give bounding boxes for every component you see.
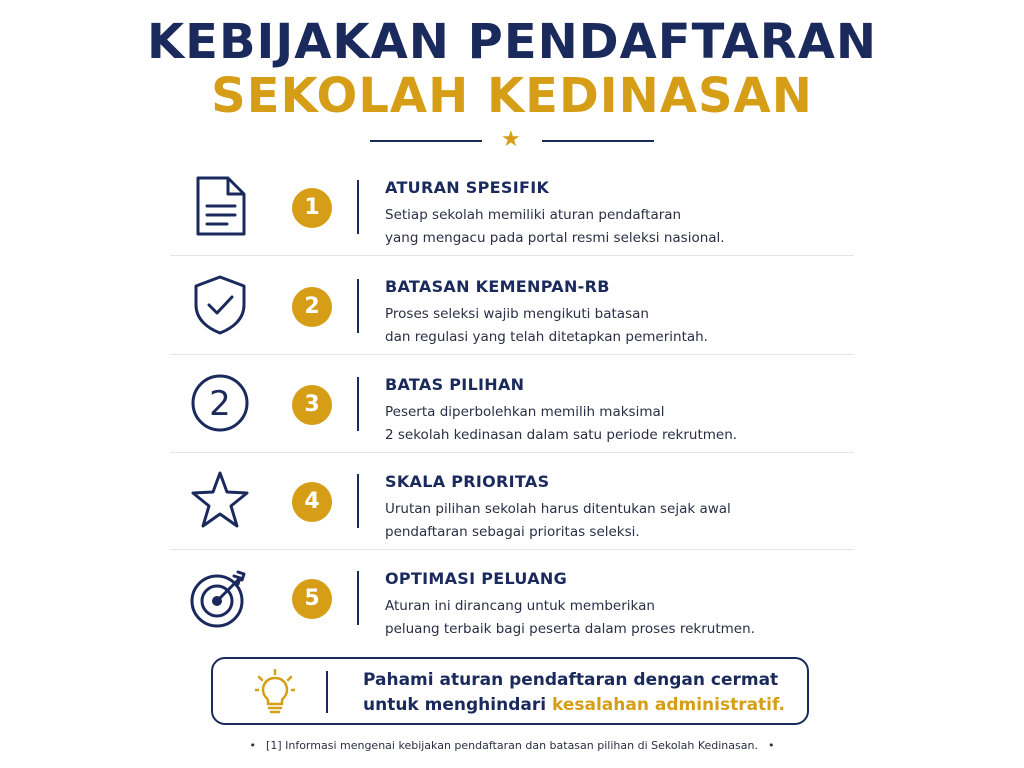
item-description-line-1: Urutan pilihan sekolah harus ditentukan sejak awal — [385, 501, 731, 517]
item-description-line-2: dan regulasi yang telah ditetapkan pemerintah. — [385, 329, 708, 345]
item-number-badge: 5 — [292, 579, 332, 619]
item-description-line-2: yang mengacu pada portal resmi seleksi nasional. — [385, 230, 725, 246]
tip-callout — [211, 657, 809, 725]
item-divider — [357, 474, 359, 528]
item-number-badge: 1 — [292, 188, 332, 228]
footnote-bullet-left: • — [249, 739, 257, 752]
item-heading: BATAS PILIHAN — [385, 375, 525, 394]
policy-item-4 — [170, 452, 854, 550]
divider-line-left — [370, 140, 482, 142]
item-description-line-2: pendaftaran sebagai prioritas seleksi. — [385, 524, 640, 540]
page-title-line-2: SEKOLAH KEDINASAN — [211, 68, 813, 124]
item-description-line-1: Peserta diperbolehkan memilih maksimal — [385, 404, 665, 420]
footnote-bullet-right: • — [767, 739, 775, 752]
circled-two-icon — [190, 371, 250, 435]
policy-item-2 — [170, 257, 854, 355]
item-number-badge: 4 — [292, 482, 332, 522]
item-divider — [357, 279, 359, 333]
star-outline-icon — [190, 468, 250, 532]
item-description-line-1: Setiap sekolah memiliki aturan pendaftaran — [385, 207, 682, 223]
circled-two-label: 2 — [209, 384, 231, 424]
policy-item-1 — [170, 158, 854, 256]
divider-line-right — [542, 140, 654, 142]
item-heading: SKALA PRIORITAS — [385, 472, 550, 491]
footnote-text: [1] Informasi mengenai kebijakan pendaftaran dan batasan pilihan di Sekolah Kedinasan. — [266, 739, 758, 752]
item-heading: ATURAN SPESIFIK — [385, 178, 550, 197]
item-number-badge: 2 — [292, 287, 332, 327]
callout-text-prefix: untuk menghindari — [363, 695, 552, 715]
callout-divider — [326, 671, 328, 713]
shield-check-icon — [190, 273, 250, 337]
policy-item-5 — [170, 549, 854, 647]
item-number-badge: 3 — [292, 385, 332, 425]
lightbulb-icon — [255, 669, 295, 715]
item-description-line-1: Aturan ini dirancang untuk memberikan — [385, 598, 655, 614]
item-divider — [357, 180, 359, 234]
item-heading: BATASAN KEMENPAN-RB — [385, 277, 610, 296]
title-divider — [370, 126, 654, 152]
item-divider — [357, 571, 359, 625]
footnote — [0, 739, 1024, 752]
row-separator — [170, 255, 854, 256]
callout-highlight: kesalahan administratif. — [551, 695, 785, 715]
target-arrow-icon — [190, 565, 250, 629]
item-description-line-2: peluang terbaik bagi peserta dalam proses rekrutmen. — [385, 621, 755, 637]
policy-item-3 — [170, 355, 854, 453]
callout-text-line-1: Pahami aturan pendaftaran dengan cermat — [363, 670, 779, 690]
page-title-line-1: KEBIJAKAN PENDAFTARAN — [146, 14, 878, 70]
item-description-line-1: Proses seleksi wajib mengikuti batasan — [385, 306, 649, 322]
item-heading: OPTIMASI PELUANG — [385, 569, 568, 588]
callout-text-line-2 — [363, 695, 785, 715]
star-icon: ★ — [501, 126, 521, 151]
document-icon — [190, 174, 250, 238]
item-divider — [357, 377, 359, 431]
item-description-line-2: 2 sekolah kedinasan dalam satu periode rekrutmen. — [385, 427, 738, 443]
